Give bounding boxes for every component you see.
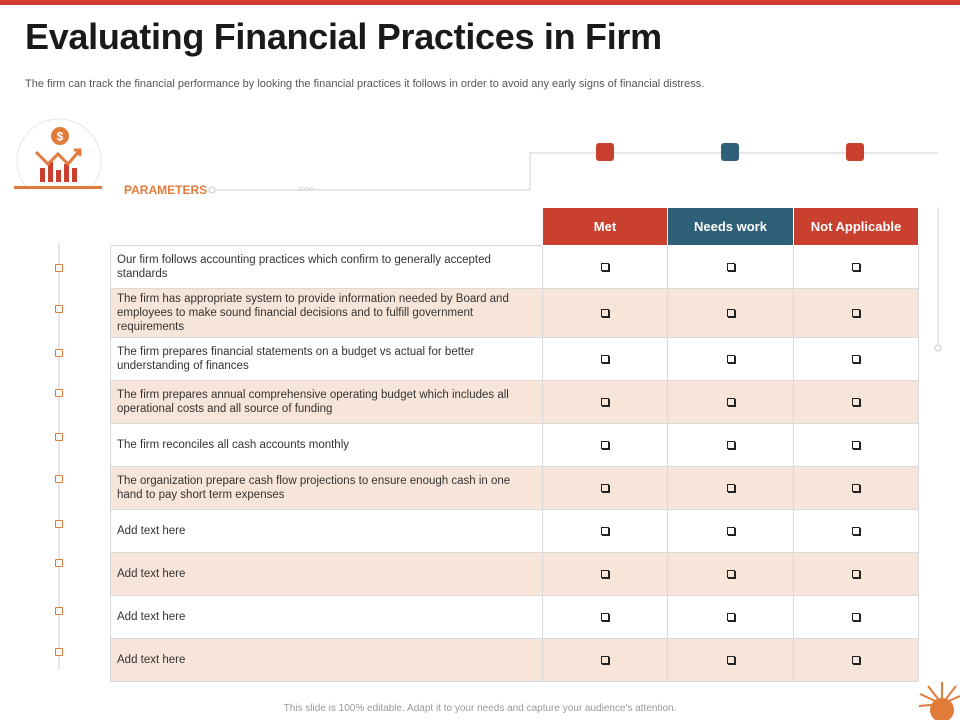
checkbox-cell-met[interactable] [543,467,668,510]
checkbox-square-icon[interactable] [727,656,735,664]
table-header-row [111,208,919,246]
checkbox-cell-needs-work[interactable] [668,246,794,289]
checkbox-square-icon[interactable] [727,398,735,406]
timeline-node [55,648,63,656]
checkbox-cell-met[interactable] [543,596,668,639]
parameter-text: Add text here [111,510,543,553]
checkbox-square-icon[interactable] [601,570,609,578]
checkbox-cell-needs-work[interactable] [668,467,794,510]
legend-not-applicable-square [846,143,864,161]
timeline-node [55,389,63,397]
checkbox-cell-needs-work[interactable] [668,553,794,596]
checkbox-cell-not-applicable[interactable] [794,553,919,596]
parameter-text: Add text here [111,639,543,682]
checkbox-cell-met[interactable] [543,639,668,682]
table-row [111,467,919,510]
checkbox-square-icon[interactable] [727,527,735,535]
table-row [111,424,919,467]
table-row [111,246,919,289]
parameter-text: Our firm follows accounting practices which confirm to generally accepted standards [111,246,543,289]
parameter-text: The organization prepare cash flow projections to ensure enough cash in one hand to pay short term expenses [111,467,543,510]
checkbox-cell-not-applicable[interactable] [794,246,919,289]
parameter-text: The firm prepares annual comprehensive operating budget which includes all operational costs and all source of funding [111,381,543,424]
checkbox-square-icon[interactable] [852,398,860,406]
checkbox-cell-needs-work[interactable] [668,424,794,467]
page-title: Evaluating Financial Practices in Firm [25,16,662,57]
parameter-text: The firm reconciles all cash accounts monthly [111,424,543,467]
checkbox-cell-met[interactable] [543,381,668,424]
timeline-node [55,475,63,483]
column-header-needs-work: Needs work [668,208,794,246]
header-blank-cell [111,208,543,246]
logo-underline [14,186,102,189]
page-subtitle: The firm can track the financial performance by looking the financial practices it follows in order to avoid any early signs of financial distress. [25,78,705,90]
checkbox-square-icon[interactable] [727,309,735,317]
checkbox-square-icon[interactable] [727,570,735,578]
table-row [111,553,919,596]
checkbox-cell-not-applicable[interactable] [794,381,919,424]
timeline-node [55,433,63,441]
timeline-node [55,559,63,567]
parameter-text: The firm has appropriate system to provide information needed by Board and employees to make sound financial decisions and to fulfill government requirements [111,289,543,338]
parameter-text: Add text here [111,596,543,639]
checkbox-square-icon[interactable] [727,613,735,621]
legend-met-square [596,143,614,161]
parameters-label: PARAMETERS [124,183,208,197]
checkbox-cell-not-applicable[interactable] [794,596,919,639]
checkbox-square-icon[interactable] [852,441,860,449]
table-row [111,289,919,338]
legend-needs-work-square [721,143,739,161]
checkbox-square-icon[interactable] [727,263,735,271]
checkbox-cell-not-applicable[interactable] [794,338,919,381]
checkbox-square-icon[interactable] [852,613,860,621]
top-accent-bar [0,0,960,5]
checkbox-cell-not-applicable[interactable] [794,510,919,553]
checkbox-cell-not-applicable[interactable] [794,467,919,510]
timeline-node [55,520,63,528]
checkbox-square-icon[interactable] [727,355,735,363]
arrow-chevrons: >>>> [297,184,315,194]
checkbox-cell-needs-work[interactable] [668,338,794,381]
finance-chart-logo-icon [16,118,102,190]
parameter-text: Add text here [111,553,543,596]
checkbox-cell-met[interactable] [543,289,668,338]
checkbox-square-icon[interactable] [852,527,860,535]
checkbox-cell-needs-work[interactable] [668,510,794,553]
table-row [111,639,919,682]
checkbox-square-icon[interactable] [601,441,609,449]
checkbox-square-icon[interactable] [601,656,609,664]
table-body [111,246,919,682]
checkbox-square-icon[interactable] [727,484,735,492]
checkbox-square-icon[interactable] [601,309,609,317]
parameter-text: The firm prepares financial statements on a budget vs actual for better understanding of finances [111,338,543,381]
checkbox-square-icon[interactable] [601,484,609,492]
sun-decoration-icon [918,680,960,720]
checkbox-cell-met[interactable] [543,424,668,467]
checkbox-square-icon[interactable] [852,570,860,578]
checkbox-cell-not-applicable[interactable] [794,639,919,682]
checkbox-square-icon[interactable] [601,398,609,406]
column-header-met: Met [543,208,668,246]
table-row [111,338,919,381]
checkbox-square-icon[interactable] [601,263,609,271]
checkbox-cell-met[interactable] [543,246,668,289]
checkbox-cell-needs-work[interactable] [668,381,794,424]
checkbox-square-icon[interactable] [852,309,860,317]
parameters-table [110,207,919,682]
checkbox-cell-met[interactable] [543,553,668,596]
column-header-not-applicable: Not Applicable [794,208,919,246]
checkbox-square-icon[interactable] [852,355,860,363]
timeline-node [55,607,63,615]
checkbox-cell-not-applicable[interactable] [794,289,919,338]
table-row [111,510,919,553]
checkbox-square-icon[interactable] [601,613,609,621]
checkbox-cell-not-applicable[interactable] [794,424,919,467]
checkbox-cell-met[interactable] [543,510,668,553]
svg-text:$: $ [56,129,64,144]
checkbox-square-icon[interactable] [727,441,735,449]
checkbox-cell-needs-work[interactable] [668,289,794,338]
footer-note: This slide is 100% editable. Adapt it to your needs and capture your audience's attention. [283,703,677,714]
checkbox-cell-met[interactable] [543,338,668,381]
table-row [111,596,919,639]
checkbox-square-icon[interactable] [852,656,860,664]
checkbox-square-icon[interactable] [601,355,609,363]
timeline-node [55,349,63,357]
timeline-node [55,264,63,272]
checkbox-cell-needs-work[interactable] [668,596,794,639]
checkbox-cell-needs-work[interactable] [668,639,794,682]
timeline-node [55,305,63,313]
checkbox-square-icon[interactable] [852,263,860,271]
checkbox-square-icon[interactable] [601,527,609,535]
checkbox-square-icon[interactable] [852,484,860,492]
table-row [111,381,919,424]
